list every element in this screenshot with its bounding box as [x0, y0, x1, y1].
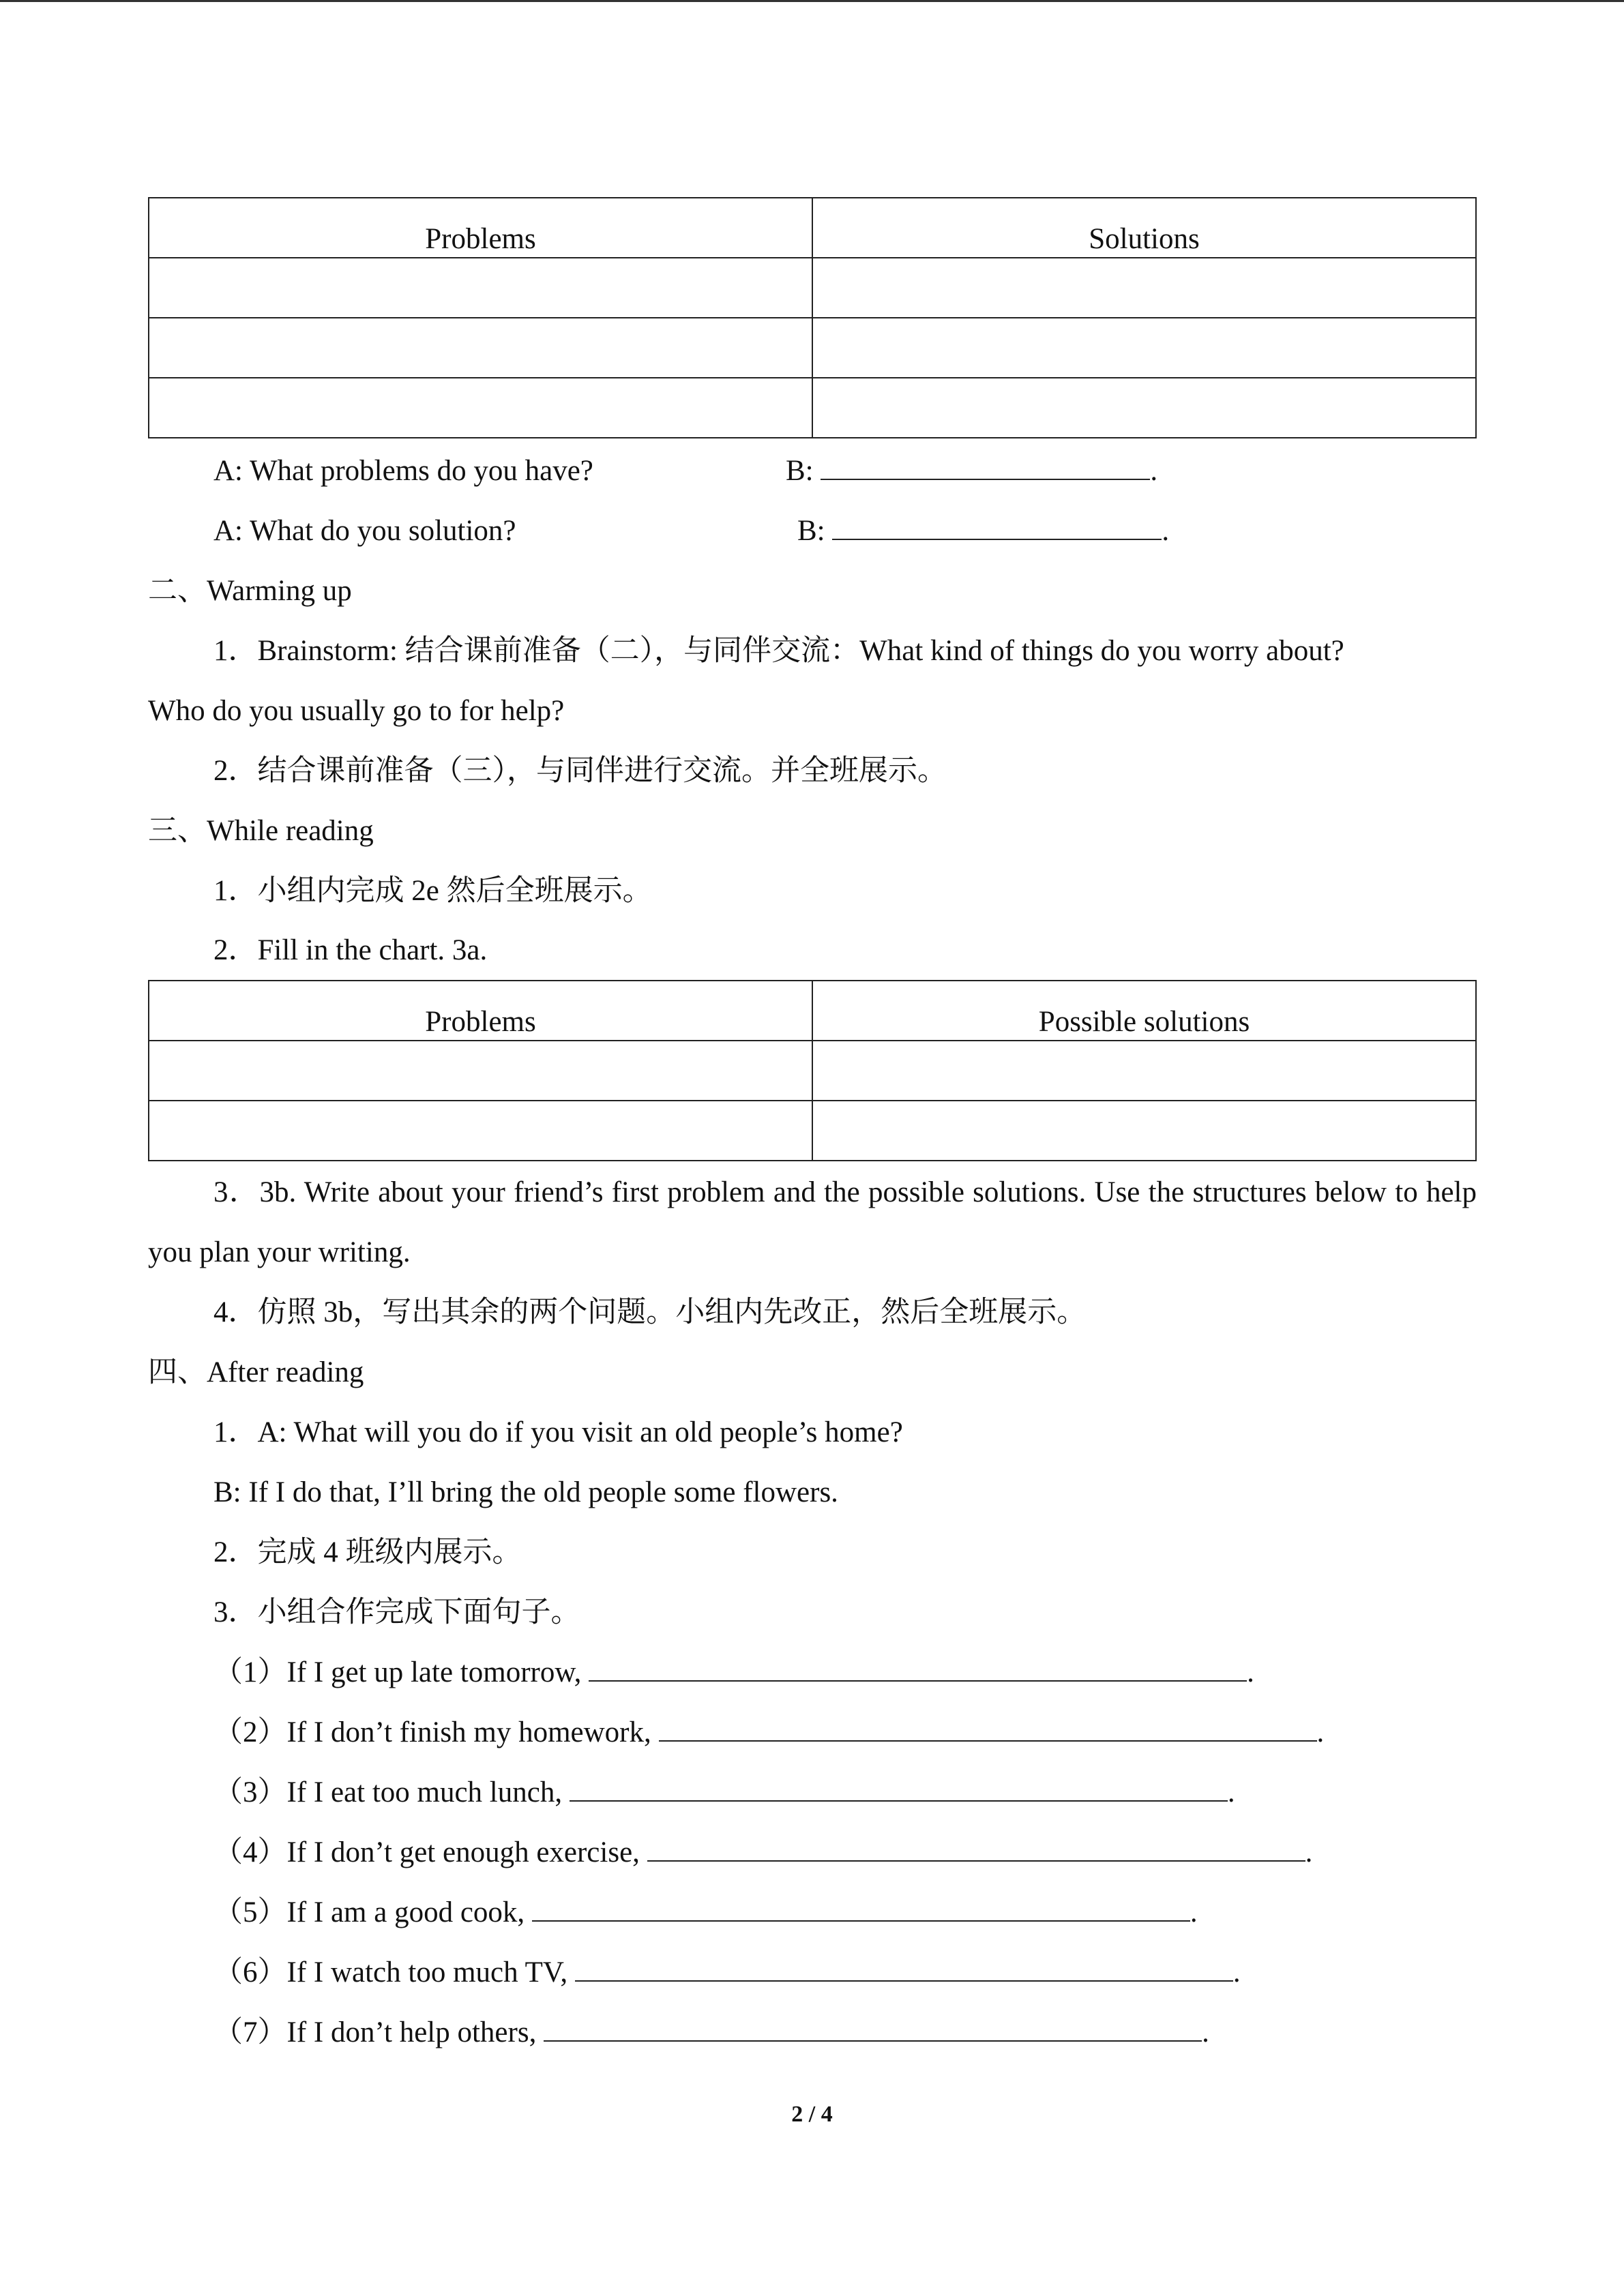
sentence-period: . — [1227, 1776, 1235, 1808]
sentence-prompt: （7）If I don’t help others, — [213, 2016, 544, 2048]
answer-blank[interactable] — [570, 1770, 1228, 1802]
table-header-cell: Solutions — [812, 198, 1476, 258]
instruction-text: 3．小组合作完成下面句子。 — [213, 1596, 580, 1628]
answer-blank[interactable] — [589, 1650, 1247, 1682]
sentence-list — [148, 1643, 1477, 2063]
possible-solutions-table — [148, 980, 1477, 1161]
sentence-period: . — [1316, 1716, 1325, 1748]
table-cell[interactable] — [812, 1101, 1476, 1161]
table-cell[interactable] — [149, 1041, 812, 1101]
sentence-period: . — [1247, 1656, 1254, 1688]
table-header-row — [149, 198, 1476, 258]
sentence-item — [148, 2003, 1477, 2063]
dialog-answer: B: . — [797, 501, 1169, 561]
instruction-text: 2．Fill in the chart. 3a. — [213, 934, 488, 966]
instruction-text: Who do you usually go to for help? — [148, 695, 565, 727]
sentence-item — [148, 1943, 1477, 2003]
instruction-text: 1．Brainstorm: 结合课前准备（二），与同伴交流：What kind of things do you worry about? — [213, 635, 1344, 667]
table-header-cell: Problems — [149, 198, 812, 258]
answer-blank[interactable] — [821, 449, 1150, 480]
sentence-prompt: （1）If I get up late tomorrow, — [213, 1656, 589, 1688]
sentence-item — [148, 1643, 1477, 1703]
page-number: 2 / 4 — [791, 2102, 833, 2127]
table-row — [149, 1101, 1476, 1161]
sentence-item — [148, 1703, 1477, 1763]
sentence-period: . — [1232, 1956, 1241, 1988]
sentence-period: . — [1202, 2016, 1209, 2048]
dialog-question: 1．A: What will you do if you visit an old people’s home? — [213, 1416, 903, 1448]
sentence-prompt: （2）If I don’t finish my homework, — [213, 1716, 659, 1748]
instruction-text: 1．小组内完成 2e 然后全班展示。 — [213, 875, 652, 907]
instruction-text: 3．3b. Write about your friend’s first problem and the possible solutions. Use the structures below to help you plan your writing. — [148, 1176, 1477, 1268]
answer-blank[interactable] — [575, 1950, 1233, 1982]
section-heading: 四、After reading — [148, 1356, 364, 1388]
section-heading: 三、While reading — [148, 815, 374, 847]
table-cell[interactable] — [149, 258, 812, 318]
table-cell[interactable] — [812, 1041, 1476, 1101]
worksheet-page — [148, 197, 1477, 2063]
table-row — [149, 1041, 1476, 1101]
sentence-item — [148, 1763, 1477, 1823]
sentence-prompt: （6）If I watch too much TV, — [213, 1956, 575, 1988]
dialog-answer: B: If I do that, I’ll bring the old people some flowers. — [213, 1476, 838, 1508]
table-cell[interactable] — [812, 378, 1476, 438]
table-row — [149, 378, 1476, 438]
table-cell[interactable] — [149, 1101, 812, 1161]
answer-blank[interactable] — [832, 509, 1162, 540]
answer-blank[interactable] — [532, 1890, 1190, 1922]
table-header-row — [149, 981, 1476, 1041]
sentence-prompt: （5）If I am a good cook, — [213, 1896, 532, 1928]
answer-blank[interactable] — [659, 1710, 1317, 1742]
dialog-line — [148, 441, 1477, 501]
answer-blank[interactable] — [647, 1830, 1305, 1862]
sentence-prompt: （4）If I don’t get enough exercise, — [213, 1836, 647, 1868]
sentence-item — [148, 1883, 1477, 1943]
dialog-line — [148, 501, 1477, 561]
sentence-prompt: （3）If I eat too much lunch, — [213, 1776, 570, 1808]
dialog-question: A: What do you solution? — [213, 515, 516, 547]
sentence-period: . — [1305, 1836, 1313, 1868]
problems-solutions-table — [148, 197, 1477, 438]
table-header-cell: Possible solutions — [812, 981, 1476, 1041]
answer-blank[interactable] — [544, 2010, 1202, 2042]
sentence-item — [148, 1823, 1477, 1883]
instruction-text: 2．完成 4 班级内展示。 — [213, 1536, 522, 1568]
instruction-text: 4．仿照 3b，写出其余的两个问题。小组内先改正，然后全班展示。 — [213, 1296, 1087, 1328]
table-row — [149, 318, 1476, 378]
table-cell[interactable] — [812, 258, 1476, 318]
top-border-line — [0, 0, 1624, 2]
table-cell[interactable] — [812, 318, 1476, 378]
table-cell[interactable] — [149, 318, 812, 378]
section-heading: 二、Warming up — [148, 575, 352, 607]
instruction-text: 2．结合课前准备（三），与同伴进行交流。并全班展示。 — [213, 755, 947, 787]
table-cell[interactable] — [149, 378, 812, 438]
dialog-question: A: What problems do you have? — [213, 455, 593, 487]
table-row — [149, 258, 1476, 318]
sentence-period: . — [1190, 1896, 1198, 1928]
dialog-answer: B: . — [786, 441, 1157, 501]
table-header-cell: Problems — [149, 981, 812, 1041]
